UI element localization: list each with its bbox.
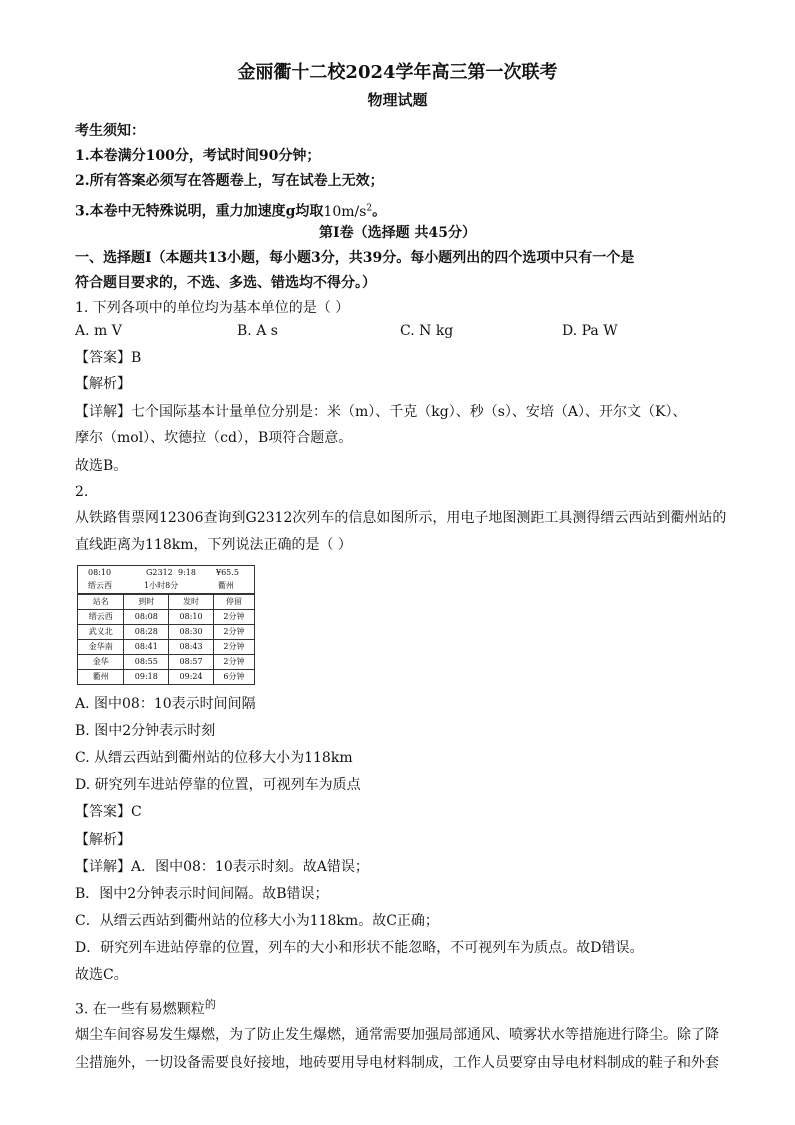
table-cell: 缙云西 xyxy=(78,610,124,625)
table-cell: 08:43 xyxy=(169,640,214,655)
ticket-arrive-time: 9:18 xyxy=(178,568,196,577)
q2-detail-a: 【详解】A．图中08：10表示时刻。故A错误； xyxy=(75,859,369,875)
table-row xyxy=(78,610,255,625)
ticket-depart-time: 08:10 xyxy=(88,568,112,577)
q1-analysis-label: 【解析】 xyxy=(75,376,131,392)
table-cell: 2分钟 xyxy=(213,610,254,625)
q3-stem-start: 3. 在一些有易燃颗粒 xyxy=(75,1001,205,1018)
section-heading: 第Ⅰ卷（选择题 共45分） xyxy=(319,225,476,241)
ticket-summary xyxy=(77,565,255,594)
q1-detail-line-1: 【详解】七个国际基本计量单位分别是：米（m）、千克（kg）、秒（s）、安培（A）、开尔文（K）、 xyxy=(75,404,687,420)
table-cell: 2分钟 xyxy=(213,655,254,670)
table-cell: 2分钟 xyxy=(213,640,254,655)
notice-item-1: 1.本卷满分100分，考试时间90分钟； xyxy=(75,148,321,164)
q2-option-c: C. 从缙云西站到衢州站的位移大小为118km xyxy=(75,750,353,766)
part-heading-line-1: 一、选择题Ⅰ（本题共13小题，每小题3分，共39分。每小题列出的四个选项中只有一个是 xyxy=(75,250,635,266)
g-value xyxy=(323,204,372,220)
table-cell: 金华南 xyxy=(78,640,124,655)
q1-option-d: D. Pa W xyxy=(562,323,618,339)
table-row xyxy=(78,640,255,655)
q1-stem: 1. 下列各项中的单位均为基本单位的是（ ） xyxy=(75,300,350,316)
q2-analysis-label: 【解析】 xyxy=(75,832,131,848)
q1-answer: 【答案】B xyxy=(75,350,142,366)
q3-stem-line-1 xyxy=(75,995,216,1020)
part-heading-line-2: 符合题目要求的，不选、多选、错选均不得分。） xyxy=(75,275,376,291)
timetable-header-row xyxy=(78,595,255,610)
q2-conclusion: 故选C。 xyxy=(75,967,128,983)
q2-option-d: D. 研究列车进站停靠的位置，可视列车为质点 xyxy=(75,777,361,793)
g-value-base: 10m/s xyxy=(323,203,367,220)
table-cell: 08:30 xyxy=(169,625,214,640)
table-cell: 2分钟 xyxy=(213,625,254,640)
q2-stem-line-2: 直线距离为118km，下列说法正确的是（ ） xyxy=(75,537,352,553)
q2-detail-d: D．研究列车进站停靠的位置，列车的大小和形状不能忽略，不可视列车为质点。故D错误。 xyxy=(75,940,644,956)
q2-stem-line-1: 从铁路售票网12306查询到G2312次列车的信息如图所示，用电子地图测距工具测得缙云西站到衢州站的 xyxy=(75,510,727,526)
table-cell: 08:08 xyxy=(124,610,169,625)
g-value-exponent: 2 xyxy=(366,203,373,213)
ticket-duration: 1小时8分 xyxy=(144,581,179,590)
notice-item-2: 2.所有答案必须写在答题卷上，写在试卷上无效； xyxy=(75,173,384,189)
table-cell: 武义北 xyxy=(78,625,124,640)
notice-item-3-text: 3.本卷中无特殊说明，重力加速度g均取 xyxy=(75,203,324,220)
q1-conclusion: 故选B。 xyxy=(75,458,128,474)
ticket-price: ¥65.5 xyxy=(216,568,239,577)
notice-item-3 xyxy=(75,198,386,222)
timetable-header: 发时 xyxy=(169,595,214,610)
g-value-tail: 。 xyxy=(372,203,387,220)
q3-stem-superscript: 的 xyxy=(204,998,216,1011)
table-row xyxy=(78,670,255,685)
exam-subtitle: 物理试题 xyxy=(367,91,428,109)
table-cell: 08:10 xyxy=(169,610,214,625)
q1-detail-line-2: 摩尔（mol）、坎德拉（cd），B项符合题意。 xyxy=(75,430,353,446)
q2-detail-c: C．从缙云西站到衢州站的位移大小为118km。故C正确； xyxy=(75,913,439,929)
table-cell: 09:24 xyxy=(169,670,214,685)
ticket-to-station: 衢州 xyxy=(218,581,234,590)
ticket-train-number: G2312 xyxy=(146,568,173,577)
q1-option-c: C. N kg xyxy=(400,323,454,339)
exam-title: 金丽衢十二校2024学年高三第一次联考 xyxy=(237,62,558,83)
timetable-header: 停留 xyxy=(213,595,254,610)
q2-option-a: A. 图中08：10表示时间间隔 xyxy=(75,696,256,712)
table-cell: 6分钟 xyxy=(213,670,254,685)
table-cell: 08:57 xyxy=(169,655,214,670)
q3-stem-line-2: 烟尘车间容易发生爆燃，为了防止发生爆燃，通常需要加强局部通风、喷雾状水等措施进行降尘。除了降 xyxy=(75,1027,719,1043)
table-cell: 09:18 xyxy=(124,670,169,685)
table-cell: 08:41 xyxy=(124,640,169,655)
table-cell: 衢州 xyxy=(78,670,124,685)
q1-option-b: B. A s xyxy=(237,323,278,339)
timetable-header: 到时 xyxy=(124,595,169,610)
q3-stem-line-3: 尘措施外，一切设备需要良好接地，地砖要用导电材料制成，工作人员要穿由导电材料制成的鞋子和外套 xyxy=(75,1055,719,1071)
q2-detail-b: B．图中2分钟表示时间间隔。故B错误； xyxy=(75,886,329,902)
ticket-from-station: 缙云西 xyxy=(88,581,112,590)
table-cell: 08:55 xyxy=(124,655,169,670)
q2-number: 2. xyxy=(75,484,89,500)
q2-answer: 【答案】C xyxy=(75,804,142,820)
table-row xyxy=(78,655,255,670)
q1-option-a: A. m V xyxy=(75,323,122,339)
table-row xyxy=(78,625,255,640)
notice-heading: 考生须知： xyxy=(75,123,145,139)
timetable-header: 站名 xyxy=(78,595,124,610)
table-cell: 金华 xyxy=(78,655,124,670)
table-cell: 08:28 xyxy=(124,625,169,640)
q2-option-b: B. 图中2分钟表示时刻 xyxy=(75,723,216,739)
timetable xyxy=(77,594,255,685)
